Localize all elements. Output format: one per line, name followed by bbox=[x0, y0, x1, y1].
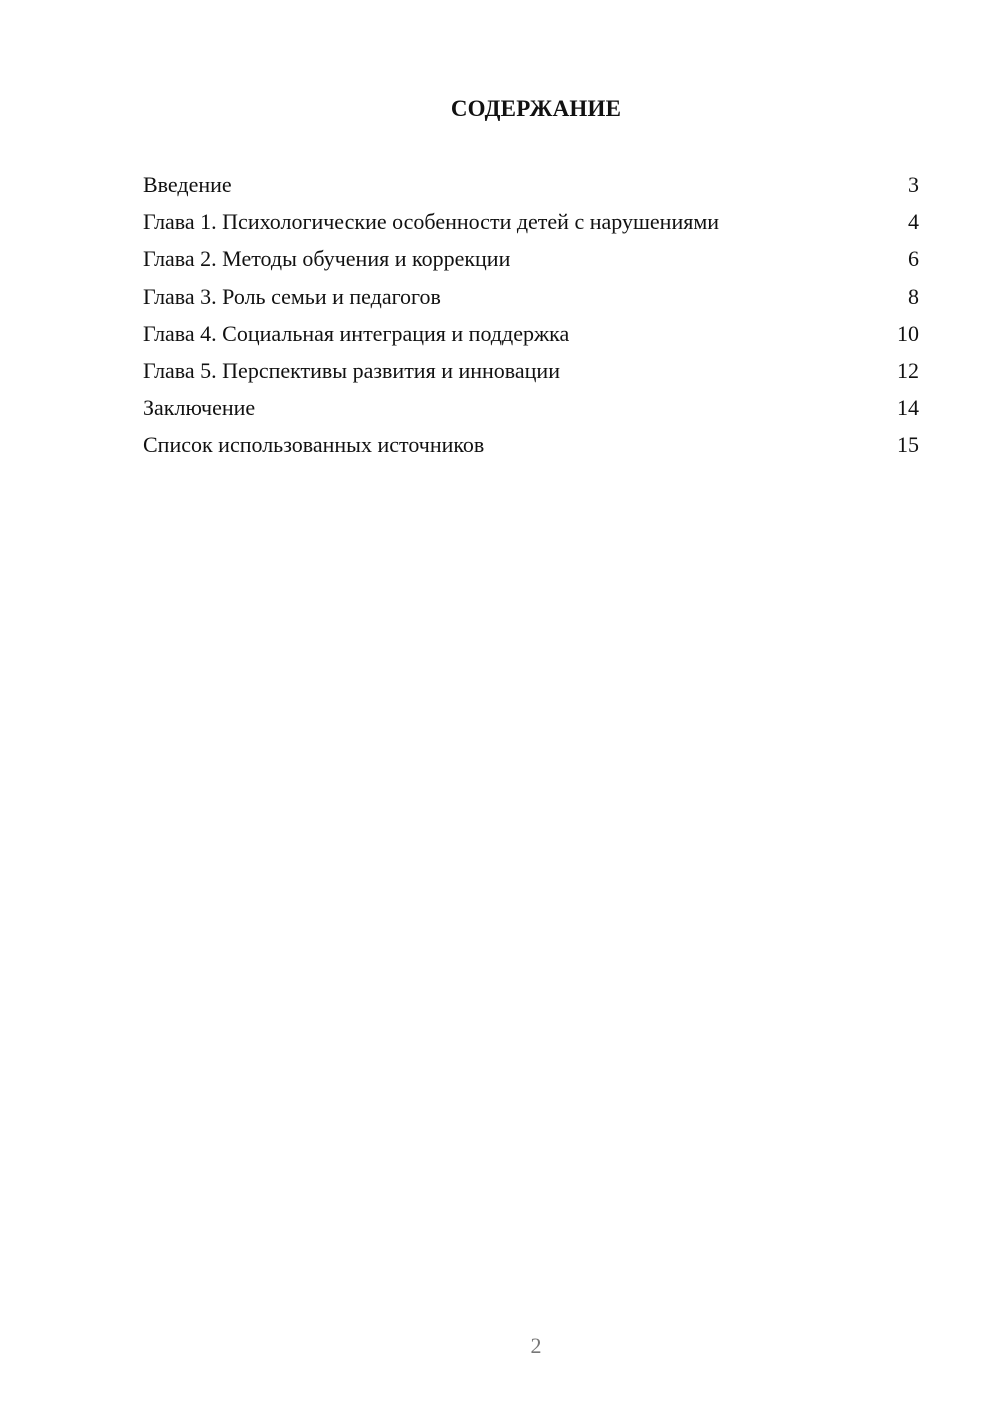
toc-entry-page: 10 bbox=[897, 320, 919, 346]
page-number: 2 bbox=[530, 1333, 542, 1358]
toc-entry bbox=[143, 391, 919, 428]
toc-entry bbox=[143, 428, 919, 465]
toc-entry-page: 4 bbox=[908, 209, 919, 235]
toc-entry bbox=[143, 354, 919, 391]
toc-entry-page: 14 bbox=[897, 395, 919, 421]
toc-entry bbox=[143, 205, 919, 242]
toc-entry-label: Введение bbox=[143, 172, 232, 197]
toc-entry-label: Глава 1. Психологические особенности детей с нарушениями bbox=[143, 209, 720, 235]
toc-entry-label: Глава 5. Перспективы развития и инновации bbox=[143, 357, 560, 383]
toc-entry-page: 12 bbox=[897, 357, 919, 383]
toc-entry-page: 8 bbox=[908, 283, 919, 309]
toc-entry bbox=[143, 242, 919, 279]
toc-entry-page: 3 bbox=[908, 172, 919, 197]
toc-entry bbox=[143, 168, 919, 205]
toc-entry-label: Список использованных источников bbox=[143, 432, 485, 458]
toc-entry-label: Глава 3. Роль семьи и педагогов bbox=[143, 283, 441, 309]
page-title: СОДЕРЖАНИЕ bbox=[450, 96, 622, 121]
toc-entry-label: Заключение bbox=[143, 395, 256, 421]
toc-entry bbox=[143, 280, 919, 317]
toc-entry-label: Глава 2. Методы обучения и коррекции bbox=[143, 246, 511, 272]
table-of-contents bbox=[143, 168, 919, 466]
toc-entry bbox=[143, 317, 919, 354]
toc-entry-page: 15 bbox=[897, 432, 919, 458]
toc-entry-label: Глава 4. Социальная интеграция и поддержка bbox=[143, 320, 570, 346]
toc-entry-page: 6 bbox=[908, 246, 919, 272]
